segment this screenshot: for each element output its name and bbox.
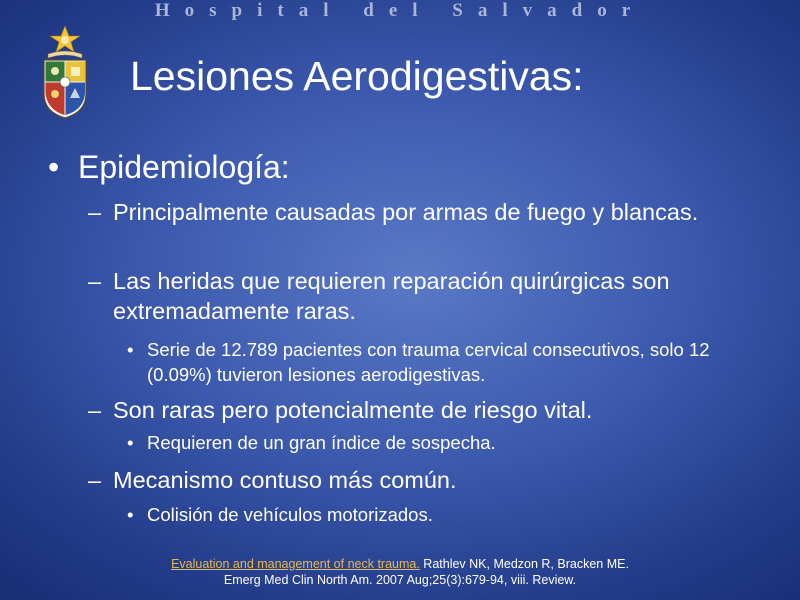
list-item-text: Son raras pero potencialmente de riesgo vital. (113, 397, 593, 423)
section-heading-label: Epidemiología: (78, 149, 290, 185)
dash-marker: – (88, 268, 102, 294)
reference-authors: Rathlev NK, Medzon R, Bracken ME. (419, 557, 629, 571)
reference-line-1 (0, 556, 800, 572)
slide-title: Lesiones Aerodigestivas: (130, 53, 584, 99)
list-item (88, 266, 768, 326)
list-item (88, 465, 768, 495)
reference-link[interactable]: Evaluation and management of neck trauma. (171, 557, 420, 571)
list-item (88, 395, 768, 425)
list-item (88, 197, 768, 227)
sub-list-item-text: Requieren de un gran índice de sospecha. (147, 432, 496, 453)
sub-list-item-text: Serie de 12.789 pacientes con trauma cervical consecutivos, solo 12 (0.09%) tuvieron lesiones aerodigestivas. (147, 339, 710, 385)
sub-bullet-marker: • (127, 432, 134, 453)
sub-bullet-marker: • (127, 339, 134, 360)
dash-marker: – (88, 199, 102, 225)
list-item-text: Las heridas que requieren reparación quirúrgicas son extremadamente raras. (113, 268, 670, 324)
bullet-marker: • (48, 149, 60, 185)
hospital-name-header: Hospital del Salvador (154, 0, 646, 21)
sub-bullet-marker: • (127, 504, 134, 525)
section-heading (48, 148, 290, 186)
dash-marker: – (88, 397, 102, 423)
sub-list-item-text: Colisión de vehículos motorizados. (147, 504, 433, 525)
sub-list-item (127, 502, 767, 527)
reference-journal: Emerg Med Clin North Am. 2007 Aug;25(3):679-94, viii. Review. (223, 573, 577, 587)
dash-marker: – (88, 467, 102, 493)
reference-citation (0, 556, 800, 588)
list-item-text: Principalmente causadas por armas de fuego y blancas. (113, 199, 699, 225)
sub-list-item (127, 337, 767, 387)
list-item-text: Mecanismo contuso más común. (113, 467, 457, 493)
sub-list-item (127, 430, 767, 455)
